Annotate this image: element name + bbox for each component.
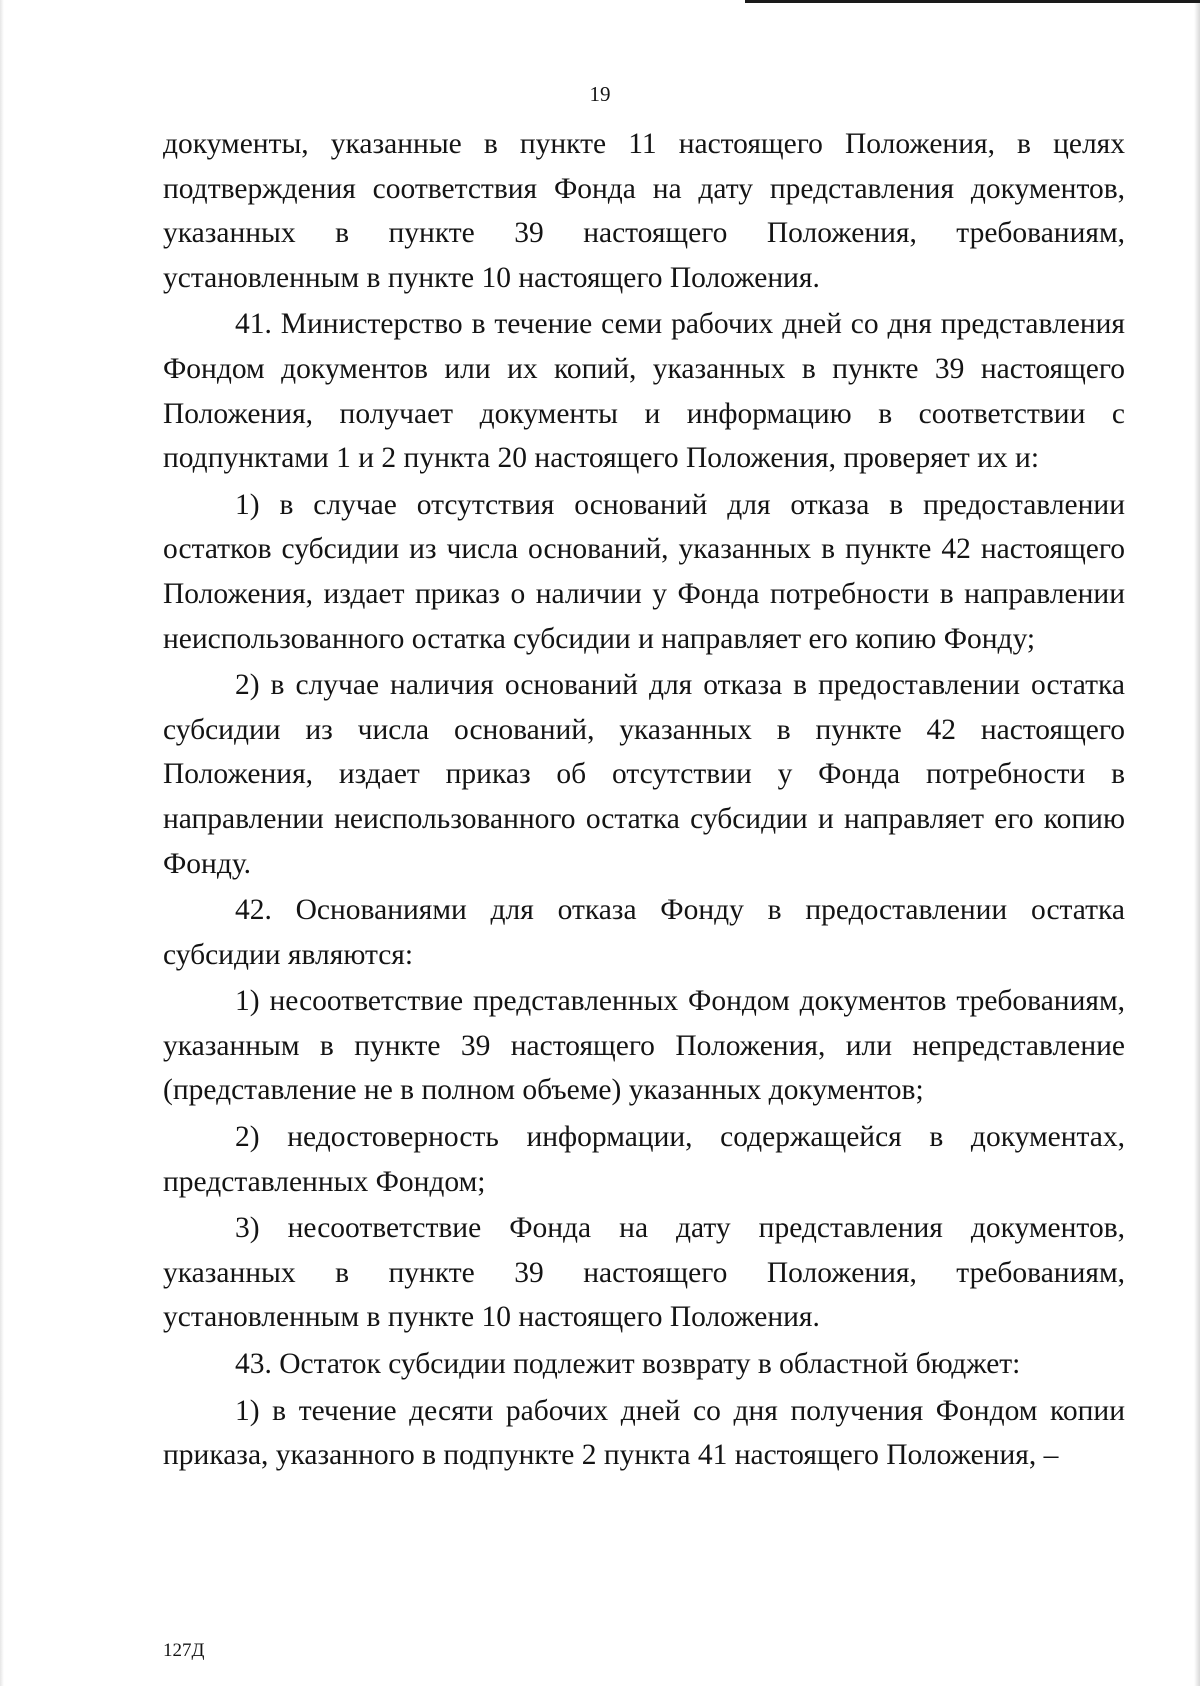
paragraph-43-item-1: 1) в течение десяти рабочих дней со дня получения Фондом копии приказа, указанного в подпункте 2 пункта 41 настоящего Положения, – [163, 1394, 1125, 1472]
paragraph-41-item-2: 2) в случае наличия оснований для отказа в предоставлении остатка субсидии из числа оснований, указанных в пункте 42 настоящего Положения, издает приказ об отсутствии у Фонда потребности в направлении неиспользованного остатка субсидии и направляет его копию Фонду. [163, 669, 1125, 880]
paragraph-41: 41. Министерство в течение семи рабочих дней со дня представления Фондом документов или их копий, указанных в пункте 39 настоящего Положения, получает документы и информацию в соответствии с подпунктами 1 и 2 пункта 20 настоящего Положения, проверяет их и: [163, 308, 1125, 475]
paragraph-42-item-2: 2) недостоверность информации, содержащейся в документах, представленных Фондом; [163, 1121, 1125, 1198]
paragraph-42: 42. Основаниями для отказа Фонду в предоставлении остатка субсидии являются: [163, 894, 1125, 971]
footer-document-code: 127Д [163, 1640, 205, 1661]
paragraph-continuation: документы, указанные в пункте 11 настоящего Положения, в целях подтверждения соответствия Фонда на дату представления документов, указанных в пункте 39 настоящего Положения, требованиям, установленным в пункте 10 настоящего Положения. [163, 128, 1125, 294]
document-body [163, 122, 1125, 1480]
scan-edge-left [0, 0, 4, 1686]
paragraph-42-item-1: 1) несоответствие представленных Фондом документов требованиям, указанным в пункте 39 настоящего Положения, или непредставление (представление не в полном объеме) указанных документов; [163, 985, 1125, 1107]
paragraph-43: 43. Остаток субсидии подлежит возврату в областной бюджет: [235, 1348, 1021, 1381]
paragraph-42-item-3: 3) несоответствие Фонда на дату представления документов, указанных в пункте 39 настоящего Положения, требованиям, установленным в пункте 10 настоящего Положения. [163, 1212, 1125, 1334]
scan-edge-right [1194, 0, 1200, 1686]
page-number: 19 [589, 82, 611, 106]
top-rule [745, 0, 1200, 3]
paragraph-41-item-1: 1) в случае отсутствия оснований для отказа в предоставлении остатков субсидии из числа оснований, указанных в пункте 42 настоящего Положения, издает приказ о наличии у Фонда потребности в направлении неиспользованного остатка субсидии и направляет его копию Фонду; [163, 488, 1125, 655]
